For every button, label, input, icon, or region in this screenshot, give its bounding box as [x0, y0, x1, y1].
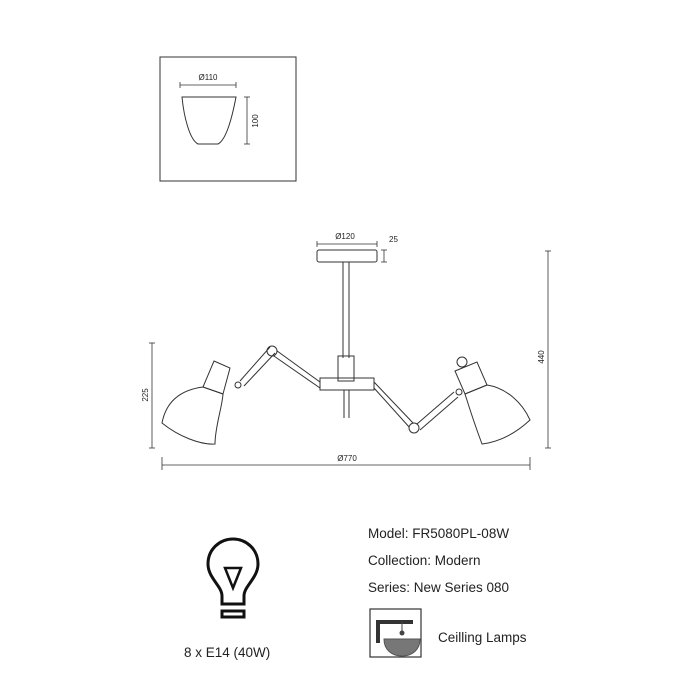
shade-detail-frame: [160, 57, 296, 181]
shade-profile: [182, 97, 236, 144]
category-label: Ceilling Lamps: [438, 630, 527, 645]
canopy: [317, 250, 377, 262]
canopy-height-label: 25: [389, 235, 398, 244]
shade-detail: [160, 57, 296, 181]
bulb-spec-label: 8 x E14 (40W): [184, 645, 271, 660]
center-hub: [320, 378, 374, 390]
model-label: Model: FR5080PL-08W: [368, 526, 510, 541]
ceiling-lamp-icon: [370, 609, 421, 657]
fixture-elevation: [141, 232, 551, 470]
canopy-diameter-label: Ø120: [335, 232, 355, 241]
total-width-label: Ø770: [337, 454, 357, 463]
left-arm: [235, 346, 320, 388]
right-arm: [374, 357, 467, 433]
right-shade: [455, 362, 530, 444]
arm-height-label: 225: [141, 388, 150, 402]
left-shade: [162, 361, 230, 444]
center-body: [338, 356, 354, 381]
shade-height-label: 100: [251, 114, 260, 128]
total-height-label: 440: [537, 350, 546, 364]
collection-label: Collection: Modern: [368, 553, 481, 568]
shade-diameter-label: Ø110: [198, 73, 218, 82]
series-label: Series: New Series 080: [368, 580, 510, 595]
light-bulb-icon: [208, 539, 258, 617]
